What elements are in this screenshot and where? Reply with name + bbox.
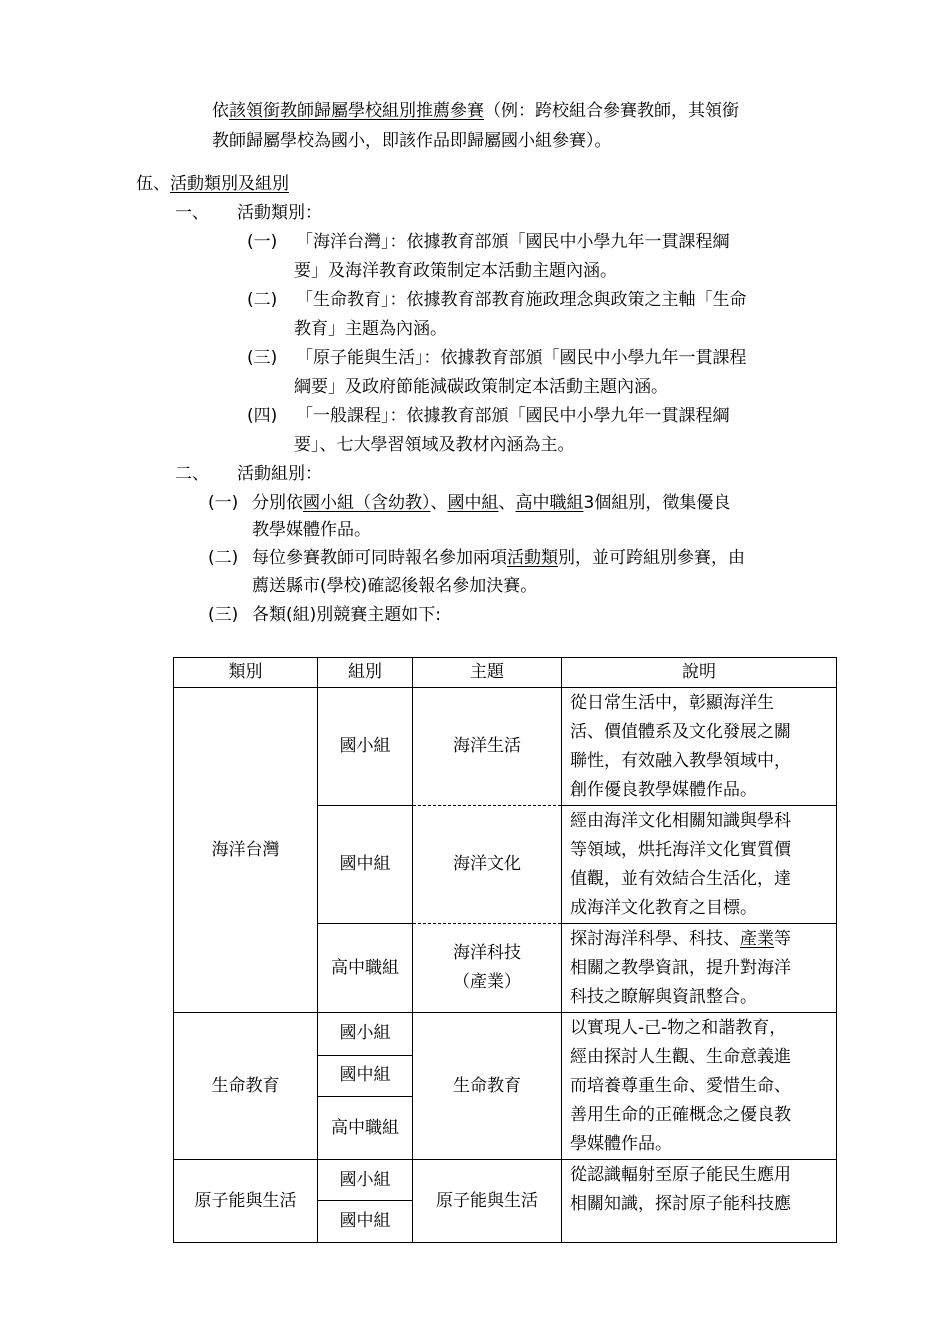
group-cell: 國小組 bbox=[318, 1013, 413, 1056]
description-line bbox=[570, 925, 830, 954]
group-cell: 國小組 bbox=[318, 1160, 413, 1201]
intro-text: 依 bbox=[212, 101, 229, 121]
underlined-group: 高中職組 bbox=[515, 493, 584, 513]
description-line: 相關知識，探討原子能科技應 bbox=[570, 1194, 791, 1214]
text: 、 bbox=[430, 493, 448, 513]
theme-cell: 海洋文化 bbox=[413, 806, 562, 924]
text: 3個組別，徵集優良 bbox=[583, 493, 731, 513]
group-item-text: 薦送縣市(學校)確認後報名參加決賽。 bbox=[252, 576, 538, 596]
description-line: 相關之教學資訊，提升對海洋 bbox=[570, 958, 791, 978]
theme-cell: 生命教育 bbox=[413, 1013, 562, 1160]
group-item-text bbox=[252, 546, 745, 570]
text: 每位參賽教師可同時報名參加兩項 bbox=[252, 548, 507, 568]
description-line: 而培養尊重生命、愛惜生命、 bbox=[570, 1076, 791, 1096]
category-item-number: (二) bbox=[247, 290, 278, 310]
section-heading bbox=[136, 172, 289, 196]
description-line: 經由海洋文化相關知識與學科 bbox=[570, 811, 791, 831]
group-item-number: (二) bbox=[208, 548, 239, 568]
description-cell bbox=[562, 1160, 837, 1243]
group-item-text: 教學媒體作品。 bbox=[252, 520, 371, 540]
description-cell bbox=[562, 806, 837, 924]
underlined-text: 產業 bbox=[740, 929, 774, 949]
sub1-number: 一、 bbox=[175, 203, 209, 223]
sub2-label: 活動組別： bbox=[237, 464, 322, 484]
intro-text: （例：跨校組合參賽教師，其領銜 bbox=[484, 101, 739, 121]
theme-line: （產業） bbox=[453, 972, 521, 992]
category-item-text: 要」、七大學習領域及教材內涵為主。 bbox=[294, 435, 575, 455]
description-line: 從認識輻射至原子能民生應用 bbox=[570, 1165, 791, 1185]
table-row bbox=[174, 1160, 837, 1201]
group-cell: 國中組 bbox=[318, 1201, 413, 1243]
description-line: 值觀，並有效結合生活化，達 bbox=[570, 869, 791, 889]
theme-cell bbox=[413, 924, 562, 1013]
group-cell: 國中組 bbox=[318, 1055, 413, 1097]
category-item-text: 「生命教育」：依據教育部教育施政理念與政策之主軸「生命 bbox=[296, 290, 747, 310]
table-row bbox=[174, 1013, 837, 1056]
sub2-number: 二、 bbox=[175, 464, 209, 484]
section-number: 伍、 bbox=[136, 174, 170, 194]
table-row bbox=[174, 688, 837, 806]
description-line: 聯性，有效融入教學領域中， bbox=[570, 751, 791, 771]
category-cell: 生命教育 bbox=[174, 1013, 318, 1160]
description-line: 科技之瞭解與資訊整合。 bbox=[570, 987, 757, 1007]
description-line: 創作優良教學媒體作品。 bbox=[570, 780, 757, 800]
header-theme: 主題 bbox=[413, 658, 562, 688]
description-line: 善用生命的正確概念之優良教 bbox=[570, 1105, 791, 1125]
group-item-text bbox=[252, 491, 730, 515]
text: 分別依 bbox=[252, 493, 303, 513]
theme-cell: 原子能與生活 bbox=[413, 1160, 562, 1243]
description-line: 從日常生活中，彰顯海洋生 bbox=[570, 693, 774, 713]
category-item-number: (四) bbox=[247, 406, 278, 426]
header-category: 類別 bbox=[174, 658, 318, 688]
category-item-number: (一) bbox=[247, 232, 278, 252]
category-item-text: 教育」主題為內涵。 bbox=[294, 319, 447, 339]
intro-underlined: 該領銜教師歸屬學校組別推薦參賽 bbox=[229, 101, 484, 121]
group-cell: 國小組 bbox=[318, 688, 413, 806]
category-item-text: 綱要」及政府節能減碳政策制定本活動主題內涵。 bbox=[294, 377, 668, 397]
category-cell: 海洋台灣 bbox=[174, 688, 318, 1013]
group-item-text: 各類(組)別競賽主題如下: bbox=[252, 605, 441, 625]
competition-table bbox=[173, 657, 837, 1243]
section-title: 活動類別及組別 bbox=[170, 174, 289, 194]
category-cell: 原子能與生活 bbox=[174, 1160, 318, 1243]
description-line: 學媒體作品。 bbox=[570, 1134, 672, 1154]
sub1-label: 活動類別： bbox=[237, 203, 322, 223]
underlined-group: 國小組（含幼教） bbox=[303, 493, 431, 513]
category-item-text: 「原子能與生活」：依據教育部頒「國民中小學九年一貫課程 bbox=[296, 348, 747, 368]
description-line: 成海洋文化教育之目標。 bbox=[570, 898, 757, 918]
underlined-group: 國中組 bbox=[447, 493, 499, 513]
description-cell bbox=[562, 924, 837, 1013]
theme-line: 海洋科技 bbox=[453, 943, 521, 963]
category-item-number: (三) bbox=[247, 348, 278, 368]
group-cell: 高中職組 bbox=[318, 1097, 413, 1160]
text: 探討海洋科學、科技、 bbox=[570, 929, 740, 949]
description-cell bbox=[562, 688, 837, 806]
description-line: 活、價值體系及文化發展之關 bbox=[570, 722, 791, 742]
header-group: 組別 bbox=[318, 658, 413, 688]
theme-cell: 海洋生活 bbox=[413, 688, 562, 806]
group-item-number: (一) bbox=[208, 493, 239, 513]
table-header-row bbox=[174, 658, 837, 688]
description-line: 以實現人-己-物之和諧教育， bbox=[570, 1018, 787, 1038]
text: 等 bbox=[774, 929, 791, 949]
intro-line-2: 教師歸屬學校為國小，即該作品即歸屬國小組參賽）。 bbox=[212, 131, 612, 151]
description-cell bbox=[562, 1013, 837, 1160]
group-item-number: (三) bbox=[208, 605, 239, 625]
category-item-text: 「海洋台灣」：依據教育部頒「國民中小學九年一貫課程綱 bbox=[296, 232, 730, 252]
group-cell: 國中組 bbox=[318, 806, 413, 924]
category-item-text: 要」及海洋教育政策制定本活動主題內涵。 bbox=[294, 261, 617, 281]
intro-line-1 bbox=[212, 99, 739, 123]
group-cell: 高中職組 bbox=[318, 924, 413, 1013]
description-line: 等領域，烘托海洋文化實質價 bbox=[570, 840, 791, 860]
category-item-text: 「一般課程」：依據教育部頒「國民中小學九年一貫課程綱 bbox=[296, 406, 730, 426]
header-description: 說明 bbox=[562, 658, 837, 688]
text: 、 bbox=[498, 493, 516, 513]
competition-table-wrapper bbox=[173, 657, 837, 1243]
underlined-text: 活動類 bbox=[507, 548, 558, 568]
text: 別，並可跨組別參賽，由 bbox=[558, 548, 745, 568]
description-line: 經由探討人生觀、生命意義進 bbox=[570, 1047, 791, 1067]
